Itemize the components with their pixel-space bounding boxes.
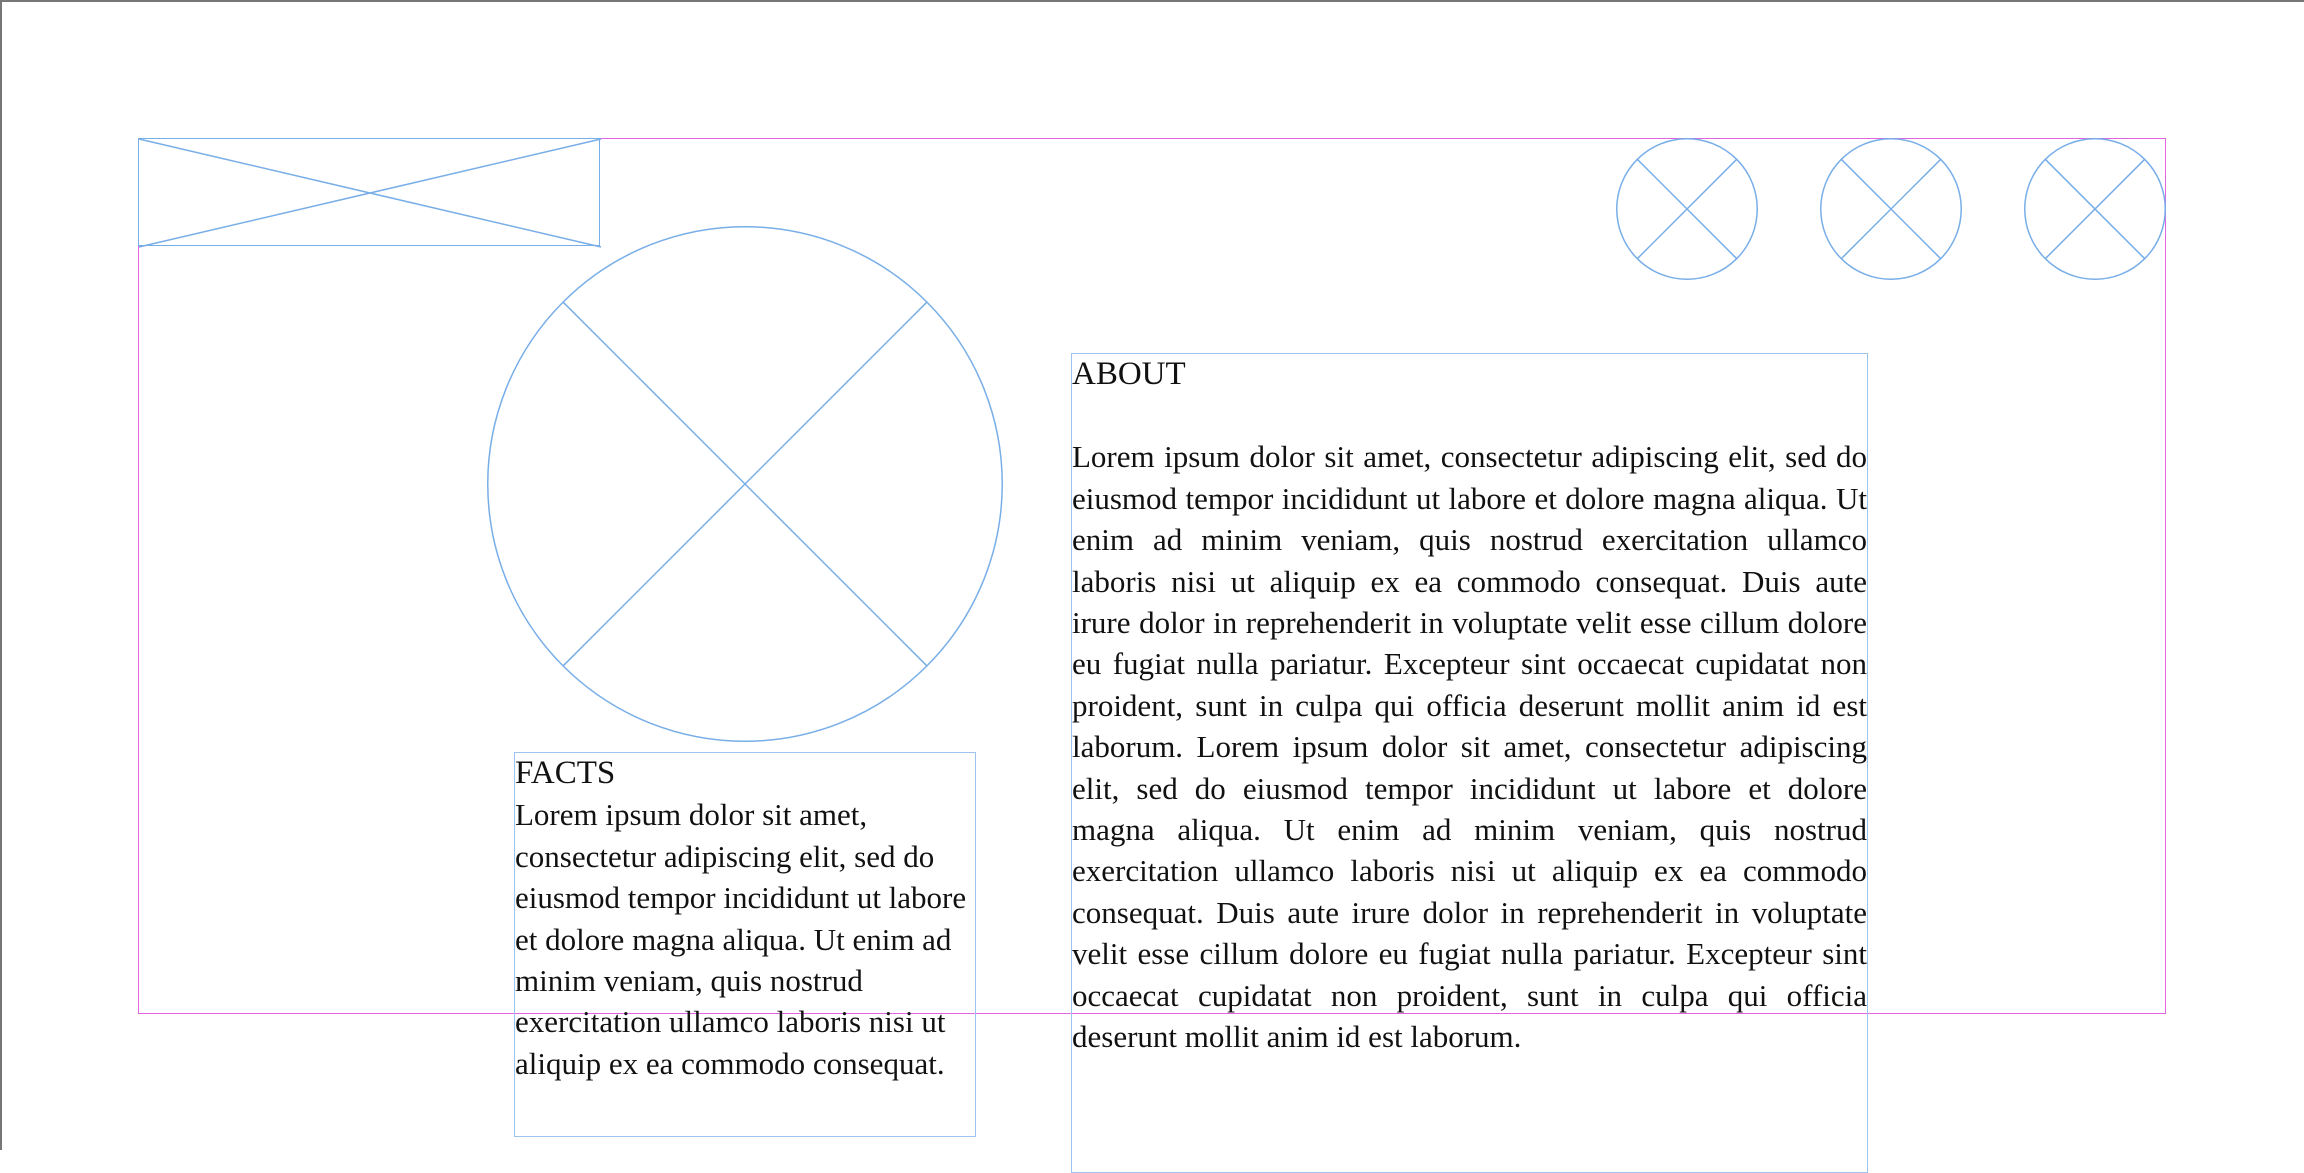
about-text-frame[interactable] [1071,353,1868,1173]
image-placeholder-icon [487,226,1003,742]
facts-body-text: Lorem ipsum dolor sit amet, consectetur adipiscing elit, sed do eiusmod tempor incididunt ut labore et dolore magna aliqua. Ut enim ad minim veniam, quis nostrud exercitation ullamco laboris nisi ut aliquip ex ea commodo consequat. [515,797,967,1081]
profile-photo-placeholder[interactable] [487,226,1003,742]
image-placeholder-icon [2024,138,2166,280]
facts-heading: FACTS [515,755,616,791]
image-placeholder-icon [1616,138,1758,280]
image-placeholder-icon [1820,138,1962,280]
about-body-text: Lorem ipsum dolor sit amet, consectetur adipiscing elit, sed do eiusmod tempor incididunt ut labore et dolore magna aliqua. Ut enim ad minim veniam, quis nostrud exercitation ullamco laboris nisi ut aliquip ex ea commodo consequat. Duis aute irure dolor in reprehenderit in voluptate velit esse cillum dolore eu fugiat nulla pariatur. Excepteur sint occaecat cupidatat non proident, sunt in culpa qui officia deserunt mollit anim id est laborum. Lorem ipsum dolor sit amet, consectetur adipiscing elit, sed do eiusmod tempor incididunt ut labore et dolore magna aliqua. Ut enim ad minim veniam, quis nostrud exercitation ullamco laboris nisi ut aliquip ex ea commodo consequat. Duis aute irure dolor in reprehenderit in voluptate velit esse cillum dolore eu fugiat nulla pariatur. Excepteur sint occaecat cupidatat non proident, sunt in culpa qui officia deserunt mollit anim id est laborum. [1072,439,1867,1055]
about-heading: ABOUT [1072,356,1186,392]
social-icon-placeholder-2[interactable] [1820,138,1962,280]
social-icon-placeholder-1[interactable] [1616,138,1758,280]
facts-text-frame[interactable] [514,752,976,1137]
social-icon-placeholder-3[interactable] [2024,138,2166,280]
